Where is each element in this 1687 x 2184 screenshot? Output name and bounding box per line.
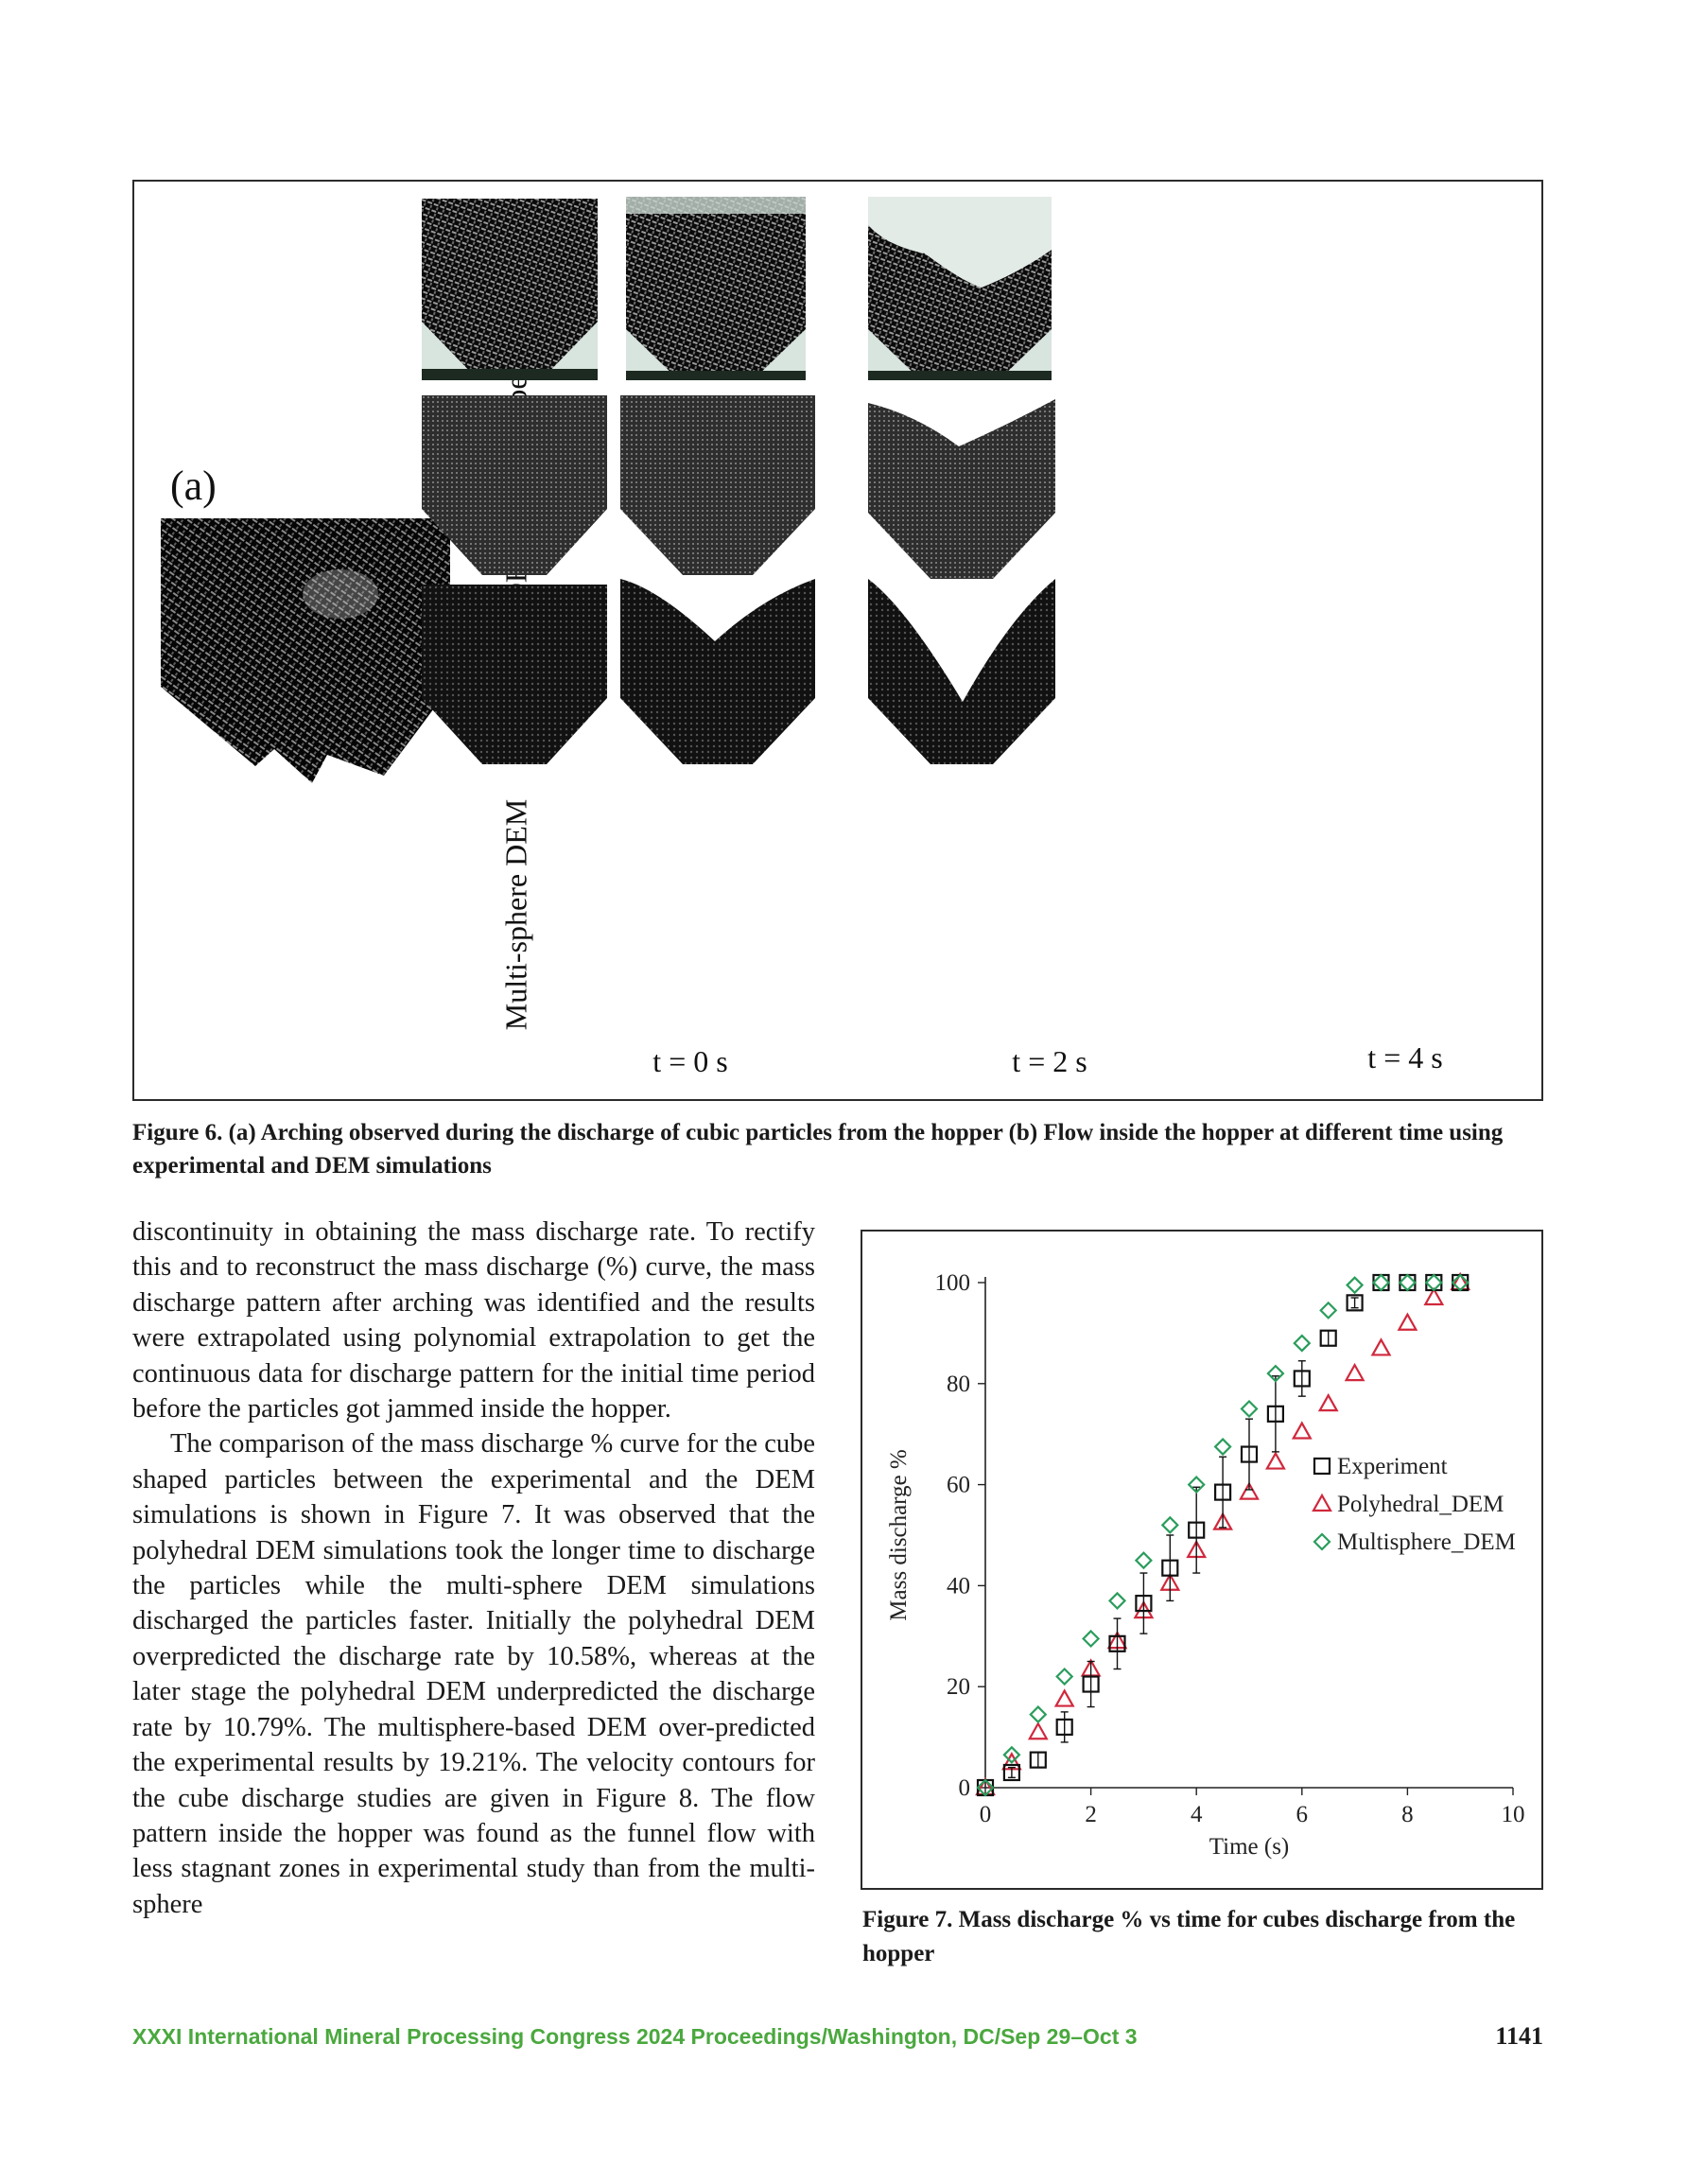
- multisphere-dem-point: [1348, 1278, 1363, 1293]
- arching-image: [161, 518, 454, 793]
- x-axis-title: Time (s): [1209, 1834, 1290, 1860]
- experimental-t0-image: [422, 199, 598, 380]
- multisphere-dem-point: [1031, 1707, 1046, 1722]
- legend-label: Experiment: [1337, 1454, 1448, 1479]
- y-axis-title: Mass discharge %: [886, 1449, 912, 1621]
- multisphere-dem-point: [1084, 1631, 1099, 1646]
- experiment-point: [1374, 1275, 1389, 1290]
- y-tick-label: 80: [947, 1371, 970, 1397]
- polyhedral-t4-image: [868, 395, 1055, 579]
- polyhedral-t2-image: [620, 395, 815, 575]
- page-number: 1141: [1495, 2022, 1543, 2050]
- paragraph-2: The comparison of the mass discharge % curve for the cube shaped particles between the experimental and the DEM simulations is shown in Figure 7. It was observed that the polyhedral DEM simulations took the longer time to discharge the particles while the multi-sphere DEM simulations discharged the particles faster. Initially the polyhedral DEM overpredicted the discharge rate by 10.58%, whereas at the later stage the polyhedral DEM underpredicted the discharge rate by 10.79%. The multisphere-based DEM over-predicted the experimental results by 19.21%. The velocity contours for the cube discharge studies are given in Figure 8. The flow pattern inside the hopper was found as the funnel flow with less stagnant zones in experimental study than from the multi-sphere: [132, 1429, 815, 1919]
- panel-a-label: (a): [170, 463, 217, 509]
- body-text: [132, 1214, 815, 1922]
- y-tick-label: 100: [934, 1270, 970, 1296]
- multisphere-dem-point: [1321, 1302, 1336, 1318]
- polyhedral-dem-point: [1320, 1395, 1337, 1410]
- row-label-multisphere: Multi-sphere DEM: [498, 798, 533, 1031]
- multisphere-dem-point: [1400, 1275, 1415, 1290]
- multisphere-dem-point: [1215, 1440, 1230, 1455]
- polyhedral-dem-point: [1294, 1424, 1311, 1439]
- legend-marker-multisphere-dem: [1314, 1534, 1330, 1549]
- x-tick-label: 2: [1085, 1802, 1097, 1827]
- polyhedral-dem-point: [1056, 1691, 1073, 1706]
- legend-label: Multisphere_DEM: [1337, 1529, 1516, 1555]
- multisphere-dem-point: [1295, 1336, 1310, 1351]
- y-tick-label: 40: [947, 1573, 970, 1599]
- time-label-0s: t = 0 s: [652, 1044, 728, 1078]
- mass-discharge-chart: [862, 1232, 1541, 1888]
- polyhedral-t0-image: [422, 395, 607, 575]
- experimental-t2-image: [626, 197, 806, 380]
- figure-7-caption: Figure 7. Mass discharge % vs time for cubes discharge from the hopper: [862, 1907, 1516, 1966]
- legend-marker-experiment: [1314, 1459, 1330, 1474]
- y-tick-label: 0: [958, 1775, 970, 1801]
- multisphere-t4-image: [868, 579, 1055, 764]
- figure-7: [861, 1230, 1543, 1890]
- multisphere-dem-point: [1057, 1669, 1072, 1685]
- experimental-t4-image: [868, 197, 1052, 380]
- x-tick-label: 0: [979, 1802, 992, 1827]
- legend-marker-polyhedral-dem: [1313, 1495, 1330, 1511]
- paragraph-1: discontinuity in obtaining the mass discharge rate. To rectify this and to reconstruct the mass discharge (%) curve, the mass discharge pattern after arching was identified and the results were extrapolated using polynomial extrapolation to get the continuous data for discharge pattern for the initial time period before the particles got jammed inside the hopper.: [132, 1217, 815, 1424]
- y-tick-label: 60: [947, 1472, 970, 1498]
- x-tick-label: 4: [1190, 1802, 1203, 1827]
- x-tick-label: 6: [1296, 1802, 1309, 1827]
- polyhedral-dem-point: [1347, 1365, 1364, 1380]
- figure-6-caption: Figure 6. (a) Arching observed during the discharge of cubic particles from the hopper (b) Flow inside the hopper at different time using experimental and DEM simulations: [132, 1120, 1504, 1179]
- experiment-point: [1400, 1275, 1415, 1290]
- polyhedral-dem-point: [1267, 1454, 1284, 1469]
- polyhedral-dem-point: [1030, 1723, 1047, 1738]
- legend-label: Polyhedral_DEM: [1337, 1492, 1504, 1517]
- multisphere-t2-image: [620, 579, 815, 764]
- x-tick-label: 8: [1401, 1802, 1414, 1827]
- multisphere-dem-point: [1110, 1593, 1125, 1608]
- multisphere-dem-point: [1242, 1402, 1257, 1417]
- multisphere-dem-point: [1162, 1517, 1177, 1532]
- time-label-2s: t = 2 s: [1012, 1044, 1087, 1078]
- polyhedral-dem-point: [1399, 1315, 1416, 1330]
- time-label-4s: t = 4 s: [1367, 1040, 1443, 1075]
- polyhedral-dem-point: [1373, 1339, 1390, 1354]
- figure-6: [132, 180, 1543, 1101]
- x-tick-label: 10: [1501, 1802, 1525, 1827]
- multisphere-t0-image: [422, 585, 607, 764]
- multisphere-dem-point: [1136, 1553, 1151, 1568]
- y-tick-label: 20: [947, 1674, 970, 1701]
- footer-conference: XXXI International Mineral Processing Congress 2024 Proceedings/Washington, DC/Sep 29–Oct 3: [132, 2024, 1138, 2049]
- multisphere-dem-point: [1374, 1275, 1389, 1290]
